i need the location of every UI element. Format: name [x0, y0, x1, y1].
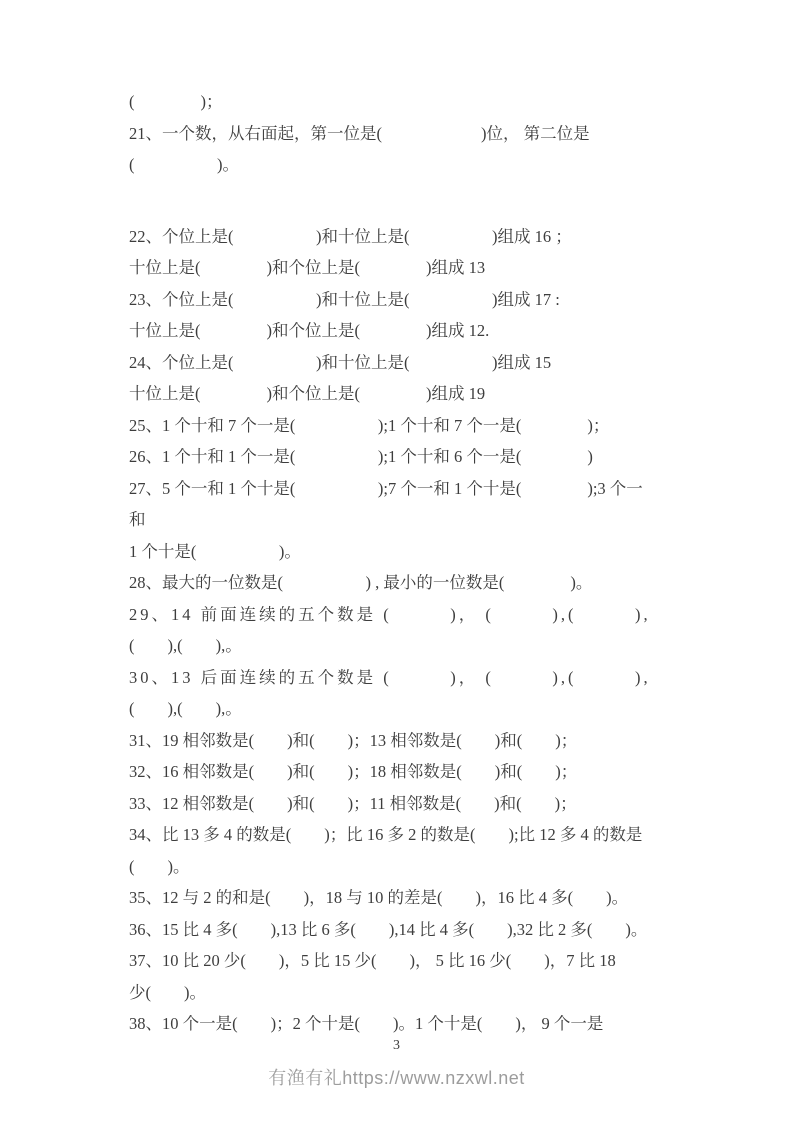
worksheet-line: 28、最大的一位数是( ) , 最小的一位数是( )。 — [129, 573, 593, 592]
worksheet-line: 34、比 13 多 4 的数是( )；比 16 多 2 的数是( );比 12 多 4 的数是 — [129, 825, 643, 844]
worksheet-line: 33、12 相邻数是( )和( )；11 相邻数是( )和( )； — [129, 793, 577, 813]
worksheet-line: 少( )。 — [129, 982, 206, 1002]
worksheet-line: ( ),( ),。 — [129, 699, 242, 718]
worksheet-line: 30、13 后面连续的五个数是 ( )， ( ),( ), — [129, 667, 651, 687]
page-footer — [0, 1038, 793, 1090]
worksheet-line: 21、一个数，从右面起，第一位是( )位， 第二位是( )。 — [129, 123, 590, 174]
worksheet-line: 和 — [129, 510, 146, 529]
worksheet-line: 37、10 比 20 少( )，5 比 15 少( )， 5 比 16 少( )，7 比 18 — [129, 951, 616, 970]
worksheet-line: 十位上是( )和个位上是( )组成 12. — [129, 321, 490, 340]
worksheet-line: 十位上是( )和个位上是( )组成 13 — [129, 258, 486, 277]
worksheet-line: 27、5 个一和 1 个十是( );7 个一和 1 个十是( );3 个一 — [129, 478, 643, 498]
worksheet-line: 24、个位上是( )和十位上是( )组成 15 — [129, 352, 552, 372]
worksheet-lines — [129, 86, 689, 1040]
worksheet-line: 1 个十是( )。 — [129, 541, 301, 561]
worksheet-line: 35、12 与 2 的和是( )，18 与 10 的差是( )，16 比 4 多( )。 — [129, 888, 629, 907]
worksheet-line: 22、个位上是( )和十位上是( )组成 16 ； — [129, 226, 572, 246]
worksheet-line: 31、19 相邻数是( )和( )；13 相邻数是( )和( )； — [129, 730, 578, 750]
worksheet-line: ( )。 — [129, 856, 190, 876]
worksheet-line: 32、16 相邻数是( )和( )；18 相邻数是( )和( )； — [129, 762, 578, 781]
worksheet-line: 23、个位上是( )和十位上是( )组成 17 : — [129, 289, 560, 309]
worksheet-line: ( ),( ),。 — [129, 636, 242, 655]
worksheet-line: 26、1 个十和 1 个一是( );1 个十和 6 个一是( ) — [129, 447, 593, 466]
worksheet-line: ( )； — [129, 92, 223, 111]
worksheet-line: 36、15 比 4 多( ),13 比 6 多( ),14 比 4 多( ),32 比 2 多( )。 — [129, 919, 648, 939]
footer-watermark-text: 有渔有礼https://www.nzxwl.net — [268, 1068, 525, 1088]
worksheet-line: 38、10 个一是( )；2 个十是( )。1 个十是( )， 9 个一是 — [129, 1014, 604, 1033]
worksheet-line: 29、14 前面连续的五个数是 ( )， ( ),( ), — [129, 604, 651, 624]
page-number: 3 — [393, 1038, 400, 1053]
worksheet-line: 十位上是( )和个位上是( )组成 19 — [129, 384, 486, 403]
worksheet-line: 25、1 个十和 7 个一是( );1 个十和 7 个一是( )； — [129, 415, 610, 435]
